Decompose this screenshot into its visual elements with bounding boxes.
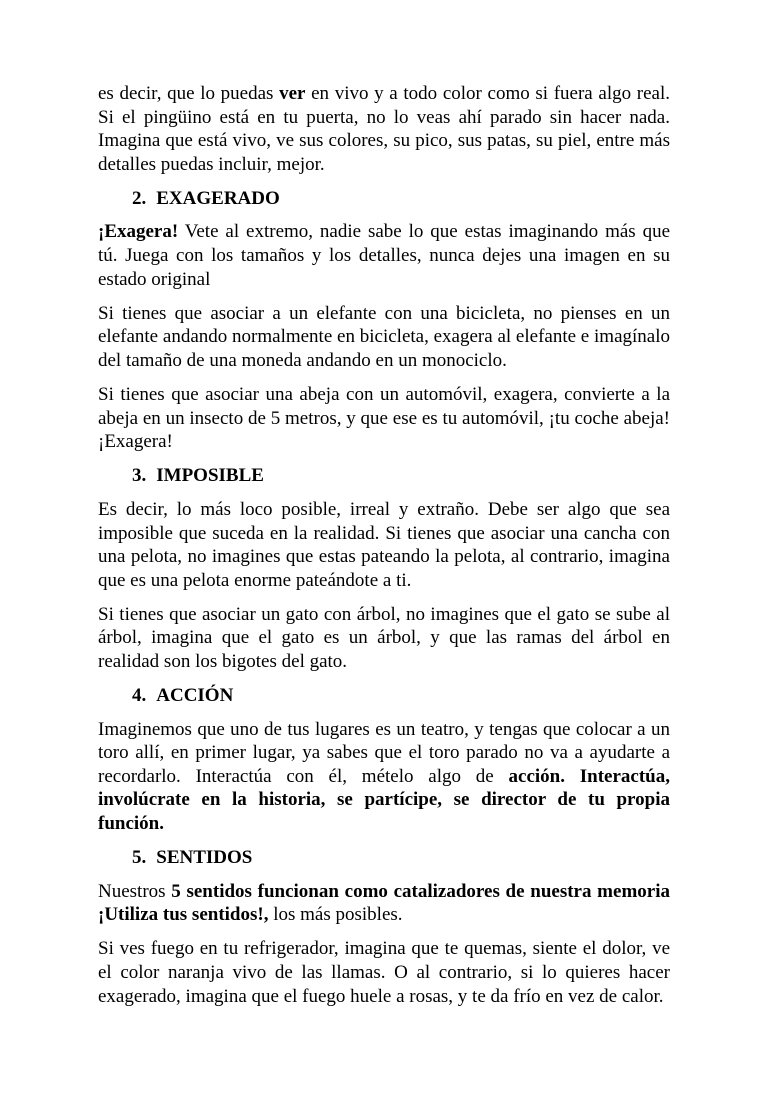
section-number: 2. [132, 187, 147, 209]
section-title: EXAGERADO [156, 187, 280, 209]
paragraph-text: Nuestros [98, 880, 172, 902]
section-title: ACCIÓN [156, 685, 234, 707]
section-number: 5. [132, 847, 147, 869]
paragraph-abeja: Si tienes que asociar una abeja con un automóvil, exagera, convierte a la abeja en un insecto de 5 metros, y que ese es tu automóvil, ¡tu coche abeja! ¡Exagera! [98, 384, 670, 453]
section-heading-exagerado [98, 187, 670, 211]
bold-term-accion: acción. Interactúa, involúcrate en la historia, se partícipe, se director de tu propia función. [98, 765, 670, 835]
paragraph-exagera [98, 220, 670, 291]
paragraph-gato: Si tienes que asociar un gato con árbol, no imagines que el gato se sube al árbol, imagina que el gato es un árbol, y que las ramas del árbol en realidad son los bigotes del gato. [98, 603, 670, 672]
paragraph-sentidos [98, 880, 670, 927]
section-heading-sentidos [98, 846, 670, 870]
paragraph-text: es decir, que lo puedas [98, 83, 280, 104]
paragraph-text: Imaginemos que uno de tus lugares es un teatro, y tengas que colocar a un toro allí, en primer lugar, ya sabes que el toro parado no va a ayudarte a recordarlo. Interactúa con él, mételo algo de [98, 718, 670, 787]
paragraph-text: los más posibles. [268, 904, 403, 926]
paragraph-teatro [98, 718, 670, 836]
paragraph-elefante: Si tienes que asociar a un elefante con una bicicleta, no pienses en un elefante andando normalmente en bicicleta, exagera al elefante e imagínalo del tamaño de una moneda andando en un monociclo. [98, 302, 670, 371]
bold-term-sentidos: 5 sentidos funcionan como catalizadores de nuestra memoria ¡Utiliza tus sentidos!, [98, 880, 670, 926]
section-title: IMPOSIBLE [156, 465, 264, 487]
paragraph-text: Vete al extremo, nadie sabe lo que estas imaginando más que tú. Juega con los tamaños y los detalles, nunca dejes una imagen en su estado original [98, 221, 670, 290]
section-number: 3. [132, 465, 147, 487]
document-body [98, 82, 670, 1019]
paragraph-text: en vivo y a todo color como si fuera algo real. Si el pingüino está en tu puerta, no lo veas ahí parado sin hacer nada. Imagina que está vivo, ve sus colores, su pico, sus patas, su piel, entre más detalles puedas incluir, mejor. [98, 83, 670, 175]
paragraph-imposible: Es decir, lo más loco posible, irreal y extraño. Debe ser algo que sea imposible que suceda en la realidad. Si tienes que asociar una cancha con una pelota, no imagines que estas pateando la pelota, al contrario, imagina que es una pelota enorme pateándote a ti. [98, 498, 670, 591]
paragraph-vivid [98, 82, 670, 176]
bold-term-ver: ver [279, 83, 306, 104]
section-heading-accion [98, 684, 670, 708]
paragraph-fuego: Si ves fuego en tu refrigerador, imagina que te quemas, siente el dolor, ve el color naranja vivo de las llamas. O al contrario, si lo quieres hacer exagerado, imagina que el fuego huele a rosas, y te da frío en vez de calor. [98, 938, 670, 1007]
section-number: 4. [132, 685, 147, 707]
section-title: SENTIDOS [156, 847, 253, 869]
section-heading-imposible [98, 464, 670, 488]
bold-term-exagera: ¡Exagera! [98, 221, 179, 243]
